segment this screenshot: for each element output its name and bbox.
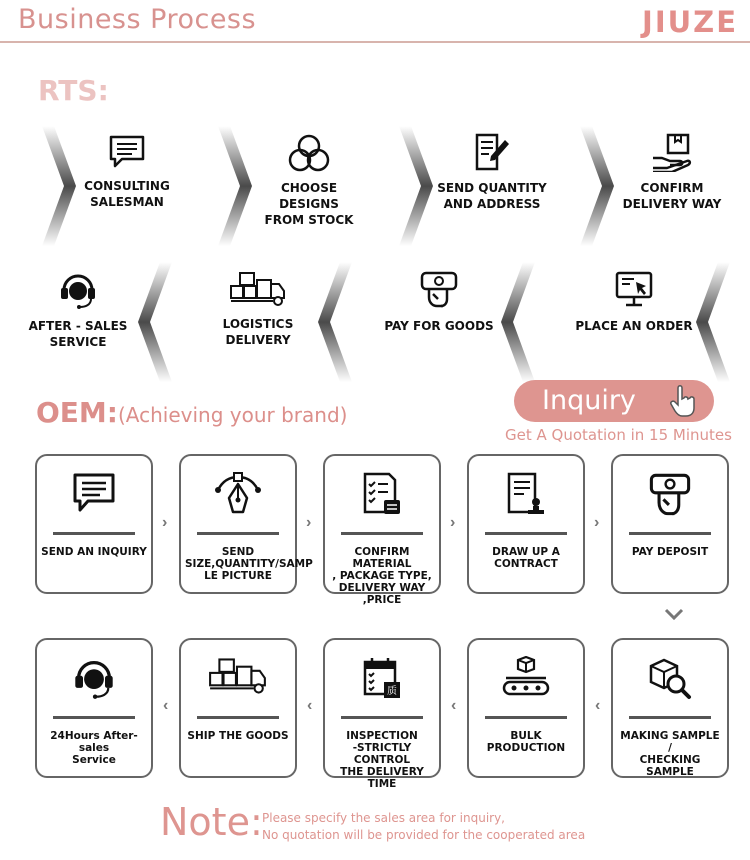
rts-step-label: CONSULTING SALESMAN	[84, 179, 170, 209]
contract-icon	[504, 472, 548, 518]
rts-step-label: SEND QUANTITY AND ADDRESS	[437, 181, 547, 211]
truck-icon	[207, 656, 269, 696]
oem-subtitle: (Achieving your brand)	[118, 403, 348, 427]
payment-icon	[419, 270, 459, 310]
oem-step-label: SHIP THE GOODS	[187, 730, 289, 742]
arrow-right-icon: ›	[450, 514, 456, 531]
oem-step-making-sample	[611, 638, 729, 778]
oem-section-title	[36, 396, 347, 429]
rts-section-title: RTS:	[38, 74, 109, 107]
arrow-left-icon: ‹	[595, 697, 601, 714]
oem-step-label: 24Hours After-sales Service	[50, 730, 138, 766]
oem-step-label: PAY DEPOSIT	[631, 546, 709, 558]
svg-text:质: 质	[387, 686, 397, 697]
chevron-right-icon	[578, 126, 618, 246]
chat-icon	[108, 134, 146, 170]
oem-step-ship-goods	[179, 638, 297, 778]
chevron-left-icon	[134, 262, 174, 382]
box-magnifier-icon	[646, 656, 694, 702]
card-divider	[485, 532, 567, 535]
inquiry-button[interactable]	[514, 380, 714, 422]
rts-step-logistics	[202, 270, 314, 348]
oem-step-label: SEND SIZE,QUANTITY/SAMP LE PICTURE	[185, 546, 313, 582]
page-title: Business Process	[18, 4, 257, 35]
oem-step-send-size	[179, 454, 313, 594]
card-divider	[341, 716, 423, 719]
calendar-inspection-icon	[360, 656, 404, 702]
oem-step-label: INSPECTION -STRICTLY CONTROL THE DELIVERY TIME	[340, 730, 424, 790]
rts-step-label: AFTER - SALES SERVICE	[28, 319, 128, 349]
oem-step-after-sales	[35, 638, 153, 778]
rts-step-label: LOGISTICS DELIVERY	[222, 317, 294, 347]
truck-icon	[228, 270, 288, 308]
arrow-right-icon: ›	[162, 514, 168, 531]
document-pen-icon	[472, 132, 512, 172]
rts-step-label: CHOOSE DESIGNS FROM STOCK	[264, 181, 354, 227]
card-divider	[629, 716, 711, 719]
note-heading: Note:	[160, 800, 263, 844]
oem-step-label: SEND AN INQUIRY	[41, 546, 147, 558]
arrow-right-icon: ›	[594, 514, 600, 531]
circles-icon	[287, 134, 331, 172]
rts-step-send-quantity	[430, 132, 554, 212]
payment-icon	[648, 472, 692, 518]
chevron-left-icon	[692, 262, 732, 382]
oem-step-label: BULK PRODUCTION	[486, 730, 566, 754]
checklist-icon	[360, 472, 404, 518]
note-text: Please specify the sales area for inquiry, No quotation will be provided for the cooperated area	[262, 811, 586, 842]
card-divider	[53, 716, 135, 719]
rts-step-label: PAY FOR GOODS	[384, 319, 494, 333]
card-divider	[629, 532, 711, 535]
oem-step-confirm-material	[323, 454, 441, 606]
oem-step-label: DRAW UP A CONTRACT	[492, 546, 560, 570]
rts-step-place-order	[574, 270, 694, 334]
headset-icon	[58, 270, 98, 310]
oem-step-pay-deposit	[611, 454, 729, 594]
oem-step-inspection	[323, 638, 441, 790]
rts-step-choose-designs	[249, 134, 369, 228]
brand-logo: JIUZE	[642, 5, 738, 39]
inquiry-button-label: Inquiry	[542, 385, 636, 416]
card-divider	[53, 532, 135, 535]
rts-step-label: CONFIRM DELIVERY WAY	[622, 181, 722, 211]
headset-icon	[72, 656, 116, 700]
chevron-left-icon	[314, 262, 354, 382]
oem-step-label: MAKING SAMPLE / CHECKING SAMPLE	[620, 730, 720, 778]
arrow-left-icon: ‹	[451, 697, 457, 714]
card-divider	[197, 532, 279, 535]
card-divider	[197, 716, 279, 719]
pen-tool-icon	[213, 472, 263, 518]
chat-icon	[72, 472, 116, 514]
oem-step-bulk-production	[467, 638, 585, 778]
rts-step-confirm-delivery	[614, 132, 730, 212]
arrow-down-icon	[664, 608, 684, 622]
header-divider	[0, 41, 750, 43]
arrow-left-icon: ‹	[307, 697, 313, 714]
rts-step-after-sales	[22, 270, 134, 350]
card-divider	[341, 532, 423, 535]
chevron-left-icon	[497, 262, 537, 382]
hand-box-icon	[650, 132, 694, 172]
oem-title: OEM:	[36, 396, 118, 429]
oem-step-send-inquiry	[35, 454, 153, 594]
rts-step-label: PLACE AN ORDER	[575, 319, 693, 333]
arrow-left-icon: ‹	[163, 697, 169, 714]
rts-step-consulting	[72, 134, 182, 210]
oem-step-label: CONFIRM MATERIAL , PACKAGE TYPE, DELIVERY WAY ,PRICE	[332, 546, 432, 606]
arrow-right-icon: ›	[306, 514, 312, 531]
card-divider	[485, 716, 567, 719]
monitor-click-icon	[614, 270, 654, 310]
conveyor-icon	[501, 656, 551, 700]
rts-step-pay-goods	[382, 270, 496, 334]
quotation-caption: Get A Quotation in 15 Minutes	[505, 426, 732, 444]
oem-step-draw-contract	[467, 454, 585, 594]
pointer-hand-icon	[668, 384, 698, 418]
